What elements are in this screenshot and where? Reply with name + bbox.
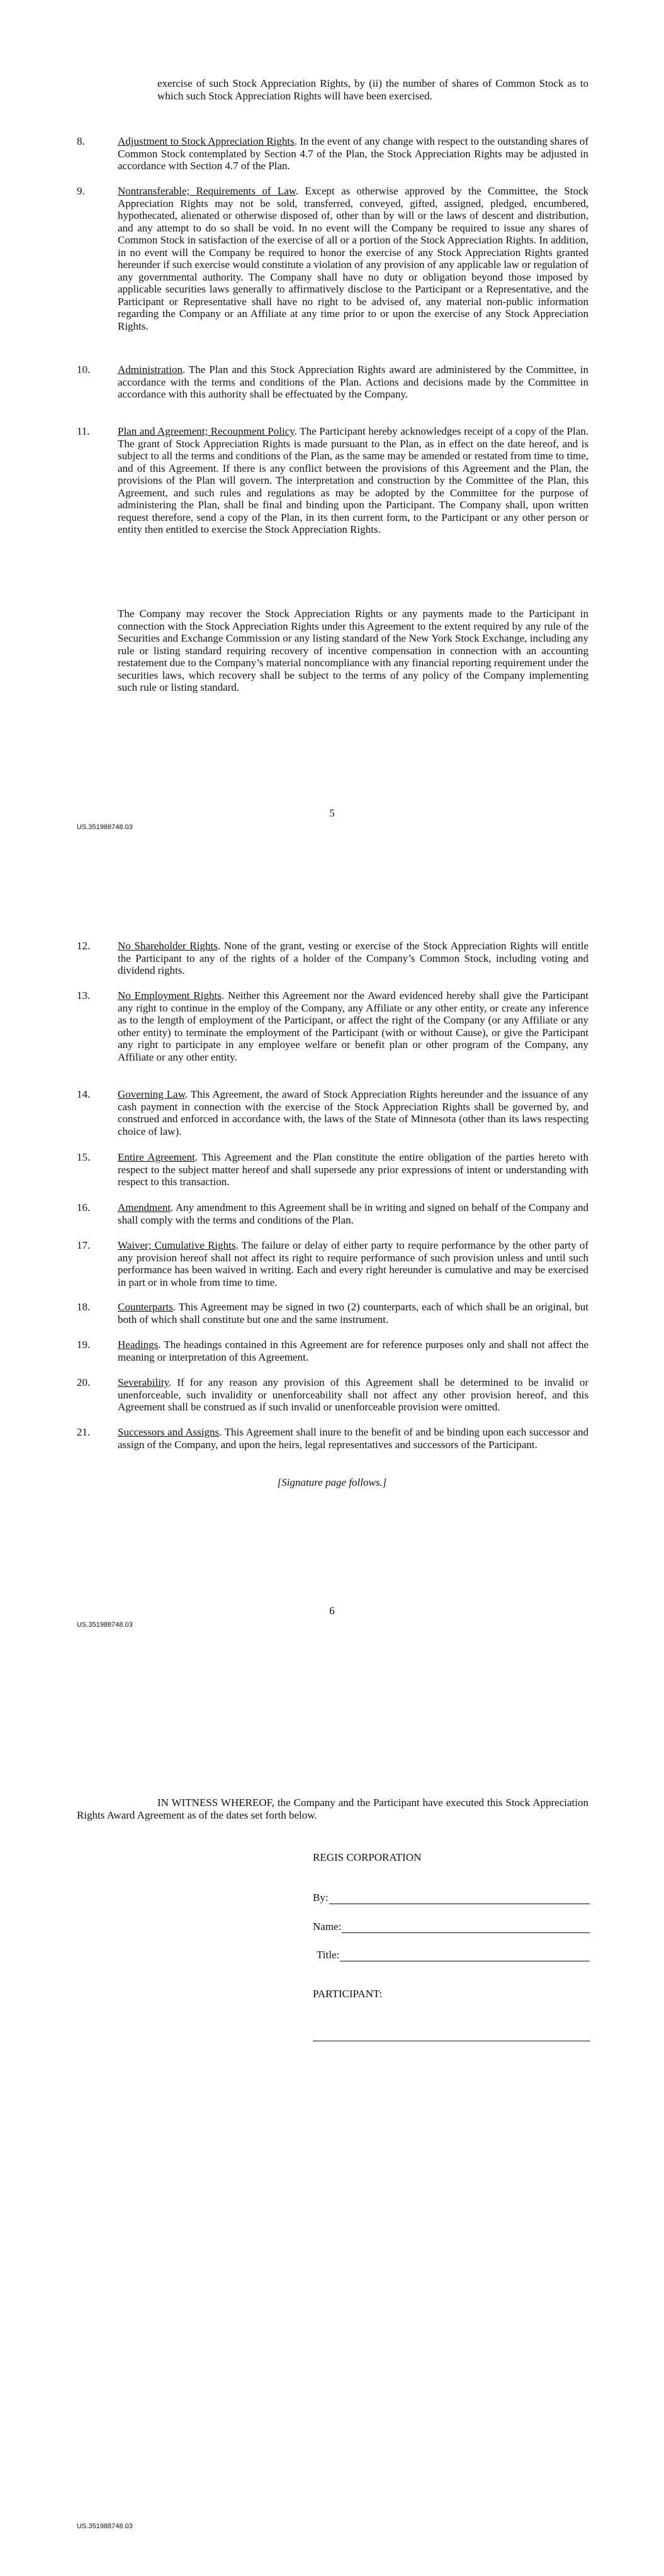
section-11 (77, 425, 588, 536)
company-name: REGIS CORPORATION (313, 1851, 422, 1863)
section-text: . This Agreement shall inure to the benefit of and be binding upon each successor and assign of the Company, and upon the heirs, legal representatives and successors of the Participant. (118, 1426, 588, 1451)
witness-text: IN WITNESS WHEREOF, the Company and the Participant have executed this Stock Appreciation Rights Award Agreement as of the dates set forth below. (77, 1797, 588, 1821)
section-text: . The headings contained in this Agreement are for reference purposes only and shall not affect the meaning or interpretation of this Agreement. (118, 1339, 588, 1363)
title-label: Title: (317, 1949, 340, 1961)
section-10 (77, 364, 588, 401)
section-heading: Amendment (118, 1202, 171, 1213)
page-number: 6 (329, 1605, 335, 1617)
section-number: 9. (77, 185, 85, 197)
section-heading: Entire Agreement (118, 1151, 195, 1163)
section-text: . This Agreement, the award of Stock Appreciation Rights hereunder and the issuance of any cash payment in connection with the exercise of the Stock Appreciation Rights shall be governed by, and construed and enforced in accordance with, the laws of the State of Minnesota (other than its laws respecting choice of law). (118, 1088, 588, 1137)
section-heading: Administration (118, 364, 183, 376)
section-heading: Governing Law (118, 1088, 185, 1100)
section-heading: No Shareholder Rights (118, 940, 218, 952)
section-8 (77, 135, 588, 172)
section-text: . If for any reason any provision of this Agreement shall be determined to be invalid or unenforceable, such invalidity or unenforceability shall not affect any other provision hereof, and this Agreement shall be construed as if such invalid or unenforceable provision were omitted. (118, 1376, 588, 1413)
section-18 (77, 1301, 588, 1325)
section-text: . This Agreement and the Plan constitute the entire obligation of the parties hereto with respect to the subject matter hereof and shall supersede any prior expressions of intent or understanding with respect to this transaction. (118, 1151, 588, 1188)
section-14 (77, 1088, 588, 1137)
page-6 (0, 868, 664, 1711)
section-heading: Counterparts (118, 1301, 173, 1313)
section-number: 12. (77, 940, 91, 952)
section-9 (77, 185, 588, 332)
signature-rule (329, 1893, 590, 1904)
section-number: 21. (77, 1426, 91, 1438)
section-number: 18. (77, 1301, 91, 1313)
section-number: 10. (77, 364, 91, 376)
section-heading: No Employment Rights (118, 990, 222, 1001)
section-number: 11. (77, 425, 90, 437)
section-text: . The failure or delay of either party to require performance by the other party of any provision hereof shall not affect its right to require performance of such provision unless and until such performance has been waived in writing. Each and every right hereunder is cumulative and may be exercised in part or in whole from time to time. (118, 1239, 588, 1288)
section-heading: Headings (118, 1339, 159, 1351)
section-number: 13. (77, 990, 91, 1001)
signature-rule (342, 1922, 590, 1933)
section-number: 19. (77, 1339, 91, 1351)
section-number: 16. (77, 1202, 91, 1213)
section-heading: Severability (118, 1376, 169, 1388)
page-5 (0, 0, 664, 868)
section-text: . The Participant hereby acknowledges receipt of a copy of the Plan. The grant of Stock Appreciation Rights is made pursuant to the Plan, as in effect on the date hereof, and is subject to all the terms and conditions of the Plan, as the same may be amended or restated from time to time, and of this Agreement. If there is any conflict between the provisions of this Agreement and the Plan, the provisions of the Plan will govern. The interpretation and construction by the Committee of the Plan, this Agreement, and such rules and regulations as may be adopted by the Committee for the purpose of administering the Plan, shall be final and binding upon the Participant. The Company shall, upon written request therefore, send a copy of the Plan, in its then current form, to the Participant or any other person or entity then entitled to exercise the Stock Appreciation Rights. (118, 425, 588, 535)
document-id: US.351988748.03 (77, 2523, 133, 2530)
section-13 (77, 990, 588, 1063)
section-number: 8. (77, 135, 85, 147)
section-heading: Adjustment to Stock Appreciation Rights (118, 135, 295, 147)
section-19 (77, 1339, 588, 1363)
section-heading: Successors and Assigns (118, 1426, 220, 1438)
page-7-signature (0, 1711, 664, 2576)
section-text: . Neither this Agreement nor the Award evidenced hereby shall give the Participant any right to continue in the employ of the Company, any Affiliate or any other entity, or create any inference as to the length of employment of the Participant, or affect the right of the Company (or any Affiliate or any other entity) to terminate the employment of the Participant (with or without Cause), or give the Participant any right to participate in any employee welfare or benefit plan or other program of the Company, any Affiliate or any other entity. (118, 990, 589, 1063)
section-heading: Nontransferable; Requirements of Law (118, 185, 296, 197)
name-line[interactable] (313, 1921, 590, 1933)
section-17 (77, 1239, 588, 1288)
section-heading: Plan and Agreement; Recoupment Policy (118, 425, 295, 437)
page-number: 5 (329, 807, 335, 819)
section-number: 20. (77, 1376, 91, 1388)
section-number: 17. (77, 1239, 91, 1251)
section-number: 15. (77, 1151, 91, 1163)
section-21 (77, 1426, 588, 1451)
section-text: . Except as otherwise approved by the Committee, the Stock Appreciation Rights may not be sold, transferred, conveyed, gifted, assigned, pledged, encumbered, hypothecated, alienated or otherwise disposed of, other than by will or the laws of descent and distribution, and any attempt to do so shall be void. In no event will the Company be required to issue any shares of Common Stock in satisfaction of the exercise of all or a portion of the Stock Appreciation Rights. In addition, in no event will the Company be required to honor the exercise of any Stock Appreciation Rights granted hereunder if such exercise would constitute a violation of any provision of any applicable law or regulation of any governmental authority. The Company shall have no duty or obligation beyond those imposed by applicable securities laws generally to affirmatively disclose to the Participant or a Representative, and the Participant or Representative shall have no right to be advised of, any material non-public information regarding the Company or an Affiliate at any time prior to or upon the exercise of any Stock Appreciation Rights. (118, 185, 588, 332)
section-text: . Any amendment to this Agreement shall be in writing and signed on behalf of the Company and shall comply with the terms and conditions of the Plan. (118, 1202, 588, 1226)
section-7-continuation: exercise of such Stock Appreciation Rights, by (ii) the number of shares of Common Stock as to which such Stock Appreciation Rights will have been exercised. (157, 77, 588, 102)
section-15 (77, 1151, 588, 1188)
by-signature-line[interactable] (313, 1892, 590, 1904)
section-text: . In the event of any change with respect to the outstanding shares of Common Stock contemplated by Section 4.7 of the Plan, the Stock Appreciation Rights may be adjusted in accordance with Section 4.7 of the Plan. (118, 135, 588, 172)
section-text: . None of the grant, vesting or exercise of the Stock Appreciation Rights will entitle the Participant to any of the rights of a holder of the Company’s Common Stock, including voting and dividend rights. (118, 940, 588, 976)
section-heading: Waiver; Cumulative Rights (118, 1239, 236, 1251)
section-text: . This Agreement may be signed in two (2) counterparts, each of which shall be an original, but both of which shall constitute but one and the same instrument. (118, 1301, 588, 1325)
signature-rule (340, 1951, 590, 1961)
section-20 (77, 1376, 588, 1413)
section-16 (77, 1202, 588, 1226)
document-id: US.351988748.03 (77, 823, 133, 831)
name-label: Name: (313, 1921, 342, 1932)
title-line[interactable] (317, 1949, 590, 1961)
section-text: . The Plan and this Stock Appreciation Rights award are administered by the Committee, in accordance with the terms and conditions of the Plan. Actions and decisions made by the Committee in accordance with this authority shall be effectuated by the Company. (118, 364, 588, 400)
by-label: By: (313, 1892, 329, 1904)
recoupment-paragraph: The Company may recover the Stock Appreciation Rights or any payments made to the Participant in connection with the Stock Appreciation Rights under this Agreement to the extent required by any rule of the Securities and Exchange Commission or any listing standard of the New York Stock Exchange, including any rule or listing standard requiring recovery of incentive compensation in connection with an accounting restatement due to the Company’s material noncompliance with any financial reporting requirement under the securities laws, which recovery shall be subject to the terms of any policy of the Company implementing such rule or listing standard. (118, 608, 588, 693)
section-12 (77, 940, 588, 977)
section-number: 14. (77, 1088, 91, 1100)
document-id: US.351988748.03 (77, 1621, 133, 1629)
participant-label: PARTICIPANT: (313, 1988, 383, 2000)
witness-clause (77, 1797, 588, 1821)
signature-page-follows: [Signature page follows.] (277, 1476, 387, 1488)
